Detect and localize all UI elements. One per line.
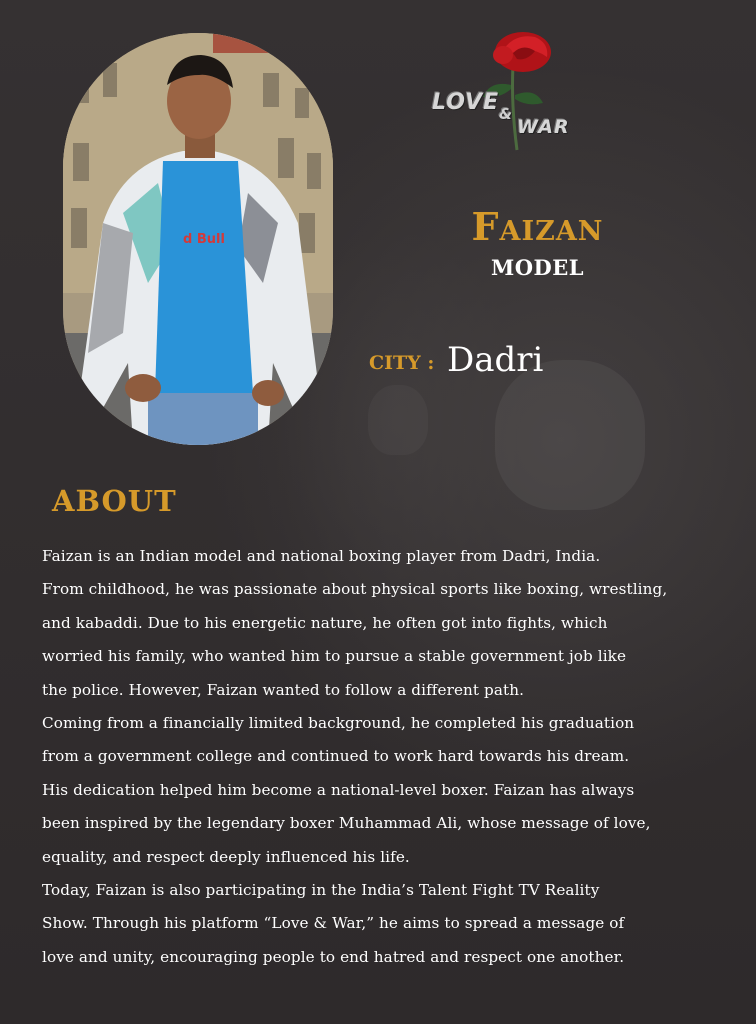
- about-line: Coming from a financially limited background, he completed his graduation: [42, 714, 635, 733]
- portrait-illustration: [63, 33, 333, 445]
- profile-name: Faizan: [471, 204, 604, 249]
- about-line: Faizan is an Indian model and national boxing player from Dadri, India.: [42, 547, 601, 565]
- about-line: worried his family, who wanted him to pursue a stable government job like: [42, 647, 627, 666]
- about-line: been inspired by the legendary boxer Muhammad Ali, whose message of love,: [42, 814, 651, 833]
- city-label: CITY :: [369, 352, 435, 374]
- logo-love-text: LOVE: [432, 90, 500, 115]
- svg-text:d Bull: d Bull: [183, 232, 225, 247]
- logo-war-text: WAR: [517, 116, 570, 138]
- logo-ampersand: &: [499, 105, 514, 123]
- city-value: Dadri: [447, 340, 544, 380]
- about-body: [42, 540, 747, 974]
- about-line: from a government college and continued to work hard towards his dream.: [42, 747, 630, 766]
- about-line: From childhood, he was passionate about physical sports like boxing, wrestling,: [42, 580, 668, 599]
- about-line: equality, and respect deeply influenced his life.: [42, 847, 410, 866]
- about-line: and kabaddi. Due to his energetic nature, he often got into fights, which: [42, 613, 608, 632]
- about-line: Today, Faizan is also participating in the India’s Talent Fight TV Reality: [42, 881, 600, 900]
- about-line: His dedication helped him become a national-level boxer. Faizan has always: [42, 780, 635, 799]
- about-line: love and unity, encouraging people to end hatred and respect one another.: [42, 947, 625, 966]
- profile-role: MODEL: [490, 255, 585, 280]
- about-line: the police. However, Faizan wanted to follow a different path.: [42, 680, 525, 699]
- skull-watermark-large: [495, 360, 645, 510]
- portrait-photo: [63, 33, 333, 445]
- love-and-war-logo: [425, 25, 595, 155]
- about-line: Show. Through his platform “Love & War,” he aims to spread a message of: [42, 914, 625, 933]
- about-heading: ABOUT: [52, 484, 177, 518]
- skull-watermark-small: [368, 385, 428, 455]
